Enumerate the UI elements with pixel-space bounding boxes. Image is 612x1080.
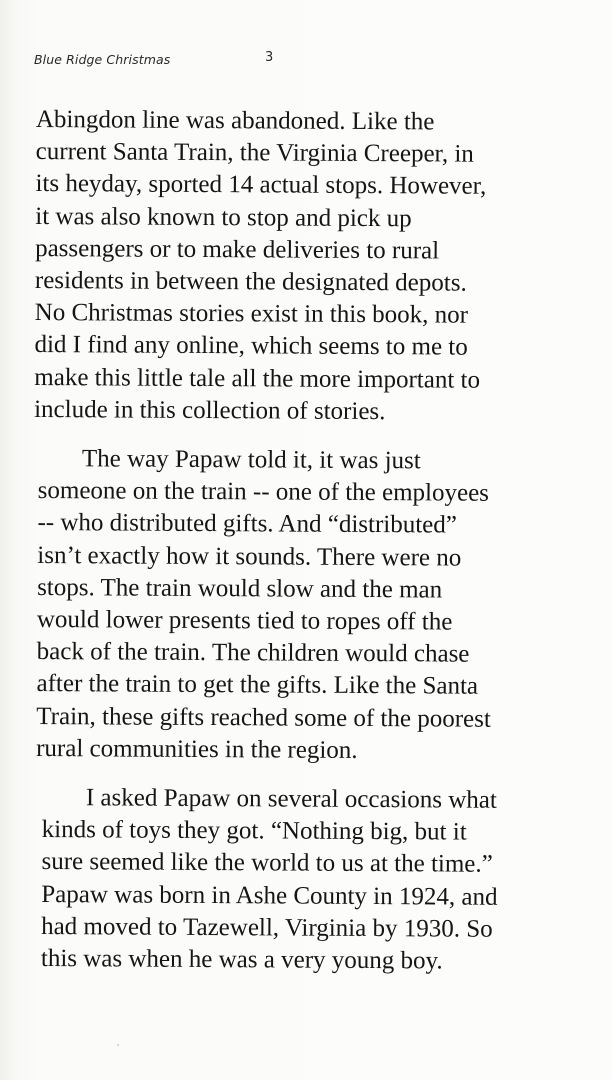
text-line: its heyday, sported 14 actual stops. However, [35,170,487,201]
text-line: sure seemed like the world to us at the time.” [41,848,493,879]
text-line: -- who distributed gifts. And “distributed” [37,509,457,539]
text-line: this was when he was a very young boy. [40,945,443,975]
text-line: The way Papaw told it, it was just [81,445,421,475]
text-line: would lower presents tied to ropes off the [36,606,453,636]
text-line: had moved to Tazewell, Virginia by 1930. So [41,912,493,943]
text-line: after the train to get the gifts. Like the Santa [36,670,479,701]
text-line: rural communities in the region. [36,734,358,764]
text-line: it was also known to stop and pick up [35,202,412,232]
paragraph-1 [34,104,566,429]
body-text [36,104,566,992]
paragraph-3 [41,782,566,978]
paper-speck [117,1044,119,1046]
text-line: isn’t exactly how it sounds. There were no [37,541,462,572]
text-line: Papaw was born in Ashe County in 1924, and [41,880,498,911]
text-line: stops. The train would slow and the man [37,573,443,604]
text-line: Abingdon line was abandoned. Like the [35,105,435,136]
text-line: someone on the train -- one of the employees [37,477,490,507]
text-line: I asked Papaw on several occasions what [85,784,497,814]
text-line: make this little tale all the more important to [34,363,481,394]
text-line: include in this collection of stories. [34,395,386,425]
text-line: kinds of toys they got. “Nothing big, but it [41,816,467,846]
text-line: No Christmas stories exist in this book, nor [34,299,469,329]
text-line: did I find any online, which seems to me to [34,331,468,362]
text-line: Train, these gifts reached some of the poorest [36,702,491,733]
text-line: residents in between the designated depots. [34,267,467,297]
text-line: back of the train. The children would chase [36,638,470,668]
running-head [34,50,294,72]
text-line: current Santa Train, the Virginia Creeper, in [35,138,474,168]
book-title: Blue Ridge Christmas [34,52,171,67]
paragraph-2 [36,443,566,768]
text-line: passengers or to make deliveries to rural [35,234,440,265]
page-number: 3 [265,50,274,65]
